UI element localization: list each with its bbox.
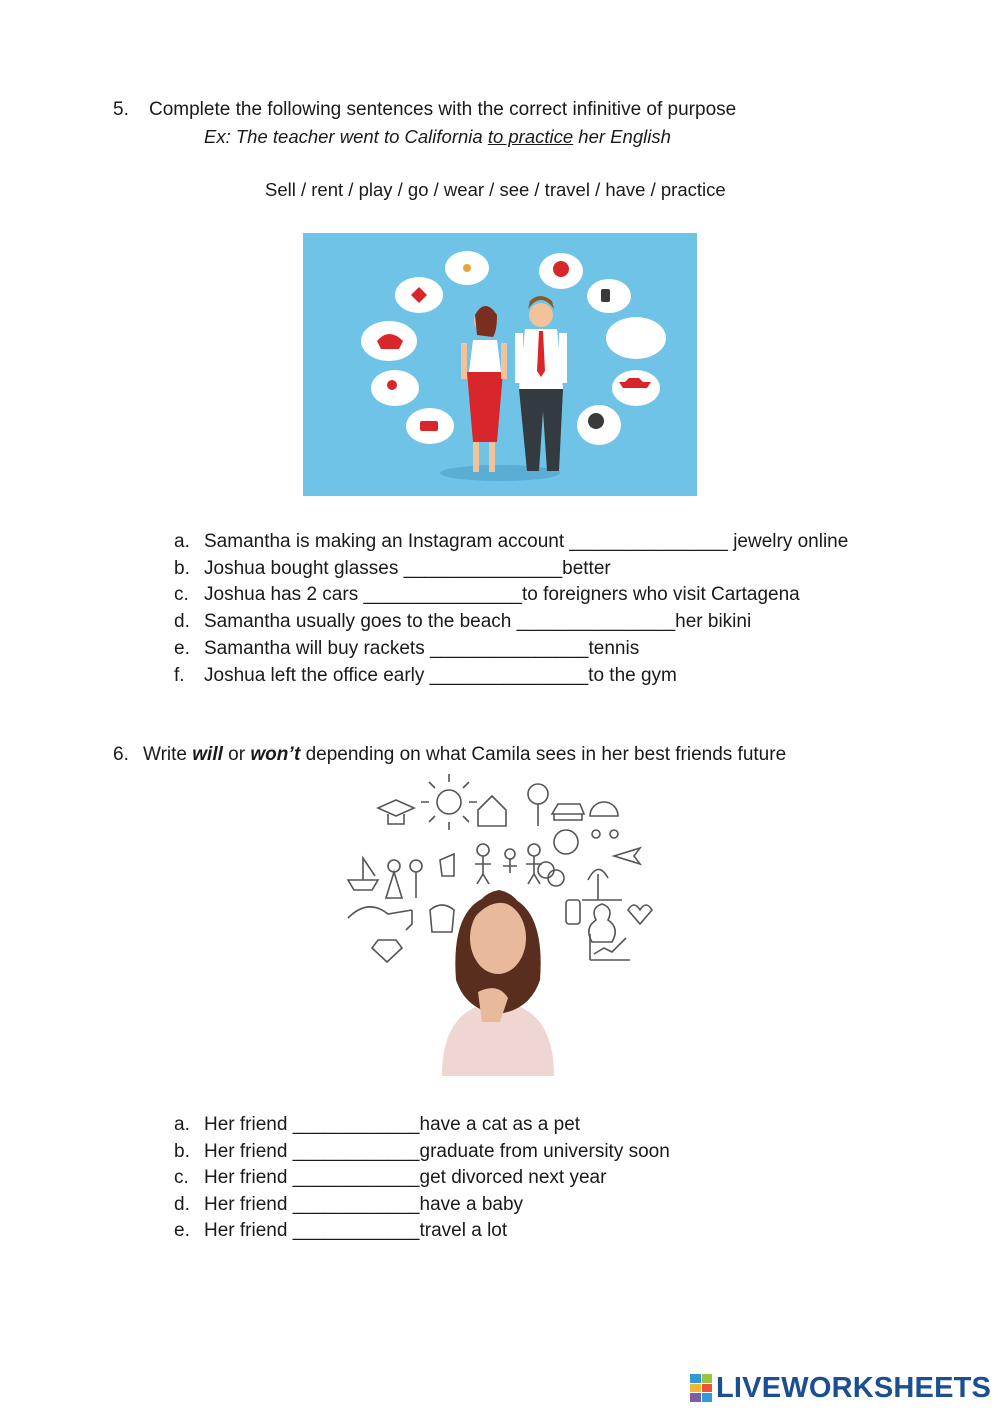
item-text: Her friend ____________have a cat as a pet <box>204 1114 581 1135</box>
item-text: Her friend ____________travel a lot <box>204 1220 508 1241</box>
question-6-instruction <box>143 744 786 766</box>
item-text: Her friend ____________get divorced next year <box>204 1167 607 1188</box>
item-letter: b. <box>174 1141 190 1162</box>
item-letter: f. <box>174 665 185 686</box>
word-bank: Sell / rent / play / go / wear / see / travel / have / practice <box>265 179 726 200</box>
item-text: Samantha is making an Instagram account _______________ jewelry online <box>204 531 849 552</box>
item-text: Her friend ____________graduate from university soon <box>204 1141 670 1162</box>
word-will: will <box>192 744 223 765</box>
item-letter: c. <box>174 584 189 605</box>
item-letter: b. <box>174 558 190 579</box>
example-underlined: to practice <box>487 126 574 147</box>
thinking-woman-illustration <box>338 770 658 1076</box>
item-letter: c. <box>174 1167 189 1188</box>
instruction-prefix: Write <box>143 744 193 765</box>
item-text: Her friend ____________have a baby <box>204 1194 524 1215</box>
example-prefix: Ex: The teacher went to California <box>204 126 488 147</box>
item-letter: d. <box>174 611 190 632</box>
liveworksheets-logo-icon <box>690 1374 712 1402</box>
example-sentence <box>204 126 671 148</box>
instruction-suffix: depending on what Camila sees in her best friends future <box>300 744 787 765</box>
item-letter: e. <box>174 638 190 659</box>
word-wont: won’t <box>250 744 301 765</box>
liveworksheets-logo <box>690 1371 991 1405</box>
item-text: Joshua has 2 cars _______________to foreigners who visit Cartagena <box>204 584 800 605</box>
item-text: Samantha will buy rackets _______________tennis <box>204 638 640 659</box>
item-letter: a. <box>174 1114 190 1135</box>
example-suffix: her English <box>573 126 671 147</box>
question-5-number: 5. <box>113 99 129 120</box>
item-letter: a. <box>174 531 190 552</box>
couple-illustration <box>303 233 697 496</box>
item-text: Joshua left the office early _______________to the gym <box>204 665 677 686</box>
couple-illustration-svg <box>303 233 697 496</box>
liveworksheets-logo-text: LIVEWORKSHEETS <box>716 1371 992 1404</box>
item-letter: d. <box>174 1194 190 1215</box>
question-5-instruction: Complete the following sentences with the correct infinitive of purpose <box>149 99 737 120</box>
thinking-woman-illustration-svg <box>338 770 658 1076</box>
item-text: Joshua bought glasses _______________better <box>204 558 611 579</box>
item-letter: e. <box>174 1220 190 1241</box>
instruction-or: or <box>222 744 251 765</box>
item-text: Samantha usually goes to the beach _______________her bikini <box>204 611 752 632</box>
question-6-number: 6. <box>113 744 129 765</box>
